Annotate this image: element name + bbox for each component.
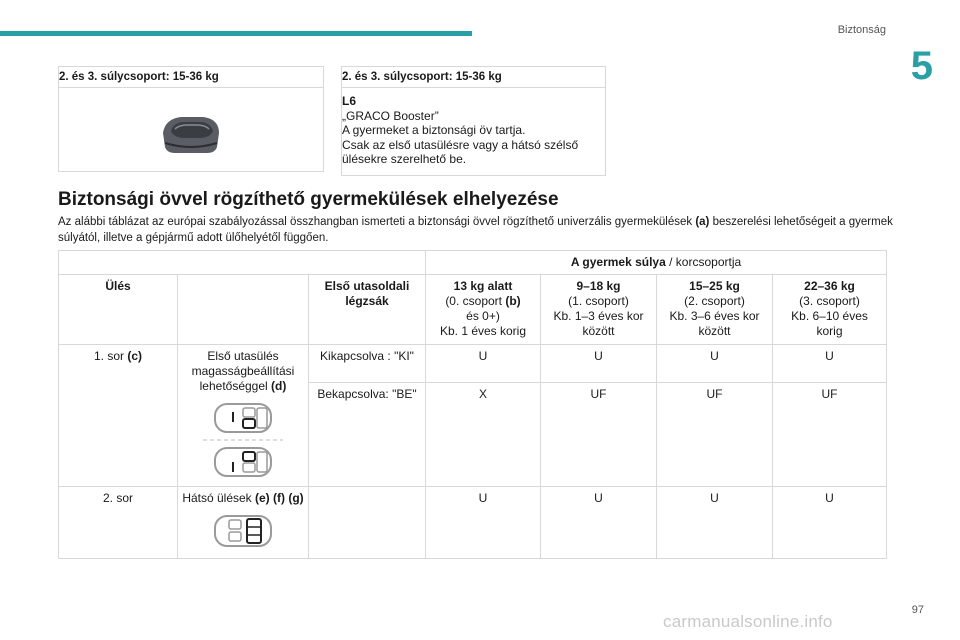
intro-ref: (a) [695,216,710,228]
row2-g1: U [541,487,657,559]
intro-paragraph: Az alábbi táblázat az európai szabályozással összhangban ismerteti a biztonsági övvel rögzíthető univerzális gyermekülések (a) beszerelési lehetőségeit a gyermek súlyától, illetve a gépjármű adott ülőhelyétől függően. [58,216,893,244]
booster-seat-icon [159,107,223,157]
seat-name: „GRACO Booster” [342,108,439,123]
group-0-header: 13 kg alatt (0. csoport (b) és 0+) Kb. 1 éves korig [426,275,541,345]
row2-seat: Hátsó ülések (e) (f) (g) [178,487,309,559]
row1-off-g1: U [541,345,657,383]
col-seat-header: Ülés [59,275,178,345]
row1-on-g0: X [426,383,541,487]
box-left-title: 2. és 3. súlycsoport: 15-36 kg [59,67,323,88]
col-airbag-header: Első utasoldali légzsák [309,275,426,345]
row1-on-g3: UF [773,383,887,487]
blank-header-cell [59,251,426,275]
row1-on-g1: UF [541,383,657,487]
row1-seat: Első utasülés magasságbeállítási lehetőséggel (d) [178,345,309,487]
section-name: Biztonság [837,24,886,36]
header-accent-bar [0,31,472,36]
row2-g0: U [426,487,541,559]
group-3-header: 22–36 kg (3. csoport) Kb. 6–10 éves korig [773,275,887,345]
row1-off-g3: U [773,345,887,383]
blank-seat-desc-header [178,275,309,345]
placement-table [58,250,887,559]
group-1-header: 9–18 kg (1. csoport) Kb. 1–3 éves kor között [541,275,657,345]
section-heading: Biztonsági övvel rögzíthető gyermekülések elhelyezése [58,189,559,210]
chapter-number: 5 [910,44,933,88]
front-seat-car-diagram-icon [203,400,283,480]
row1-off-g2: U [657,345,773,383]
booster-info-box [341,66,606,176]
page-number: 97 [911,604,924,616]
row1-off-g0: U [426,345,541,383]
row2-label: 2. sor [59,487,178,559]
group-2-header: 15–25 kg (2. csoport) Kb. 3–6 éves kor között [657,275,773,345]
seat-desc-1: A gyermeket a biztonsági öv tartja. [342,123,526,137]
seat-desc-2: Csak az első utasülésre vagy a hátsó szélső ülésekre szerelhető be. [342,137,579,166]
airbag-off: Kikapcsolva : "KI" [309,345,426,383]
row1-label: 1. sor (c) [59,345,178,487]
weight-group-header: A gyermek súlya / korcsoportja [426,251,887,275]
rear-seat-car-diagram-icon [203,512,283,552]
row1-on-g2: UF [657,383,773,487]
watermark: carmanualsonline.info [663,612,833,631]
booster-image-box [58,66,324,172]
row2-airbag-blank [309,487,426,559]
row2-g2: U [657,487,773,559]
box-right-title: 2. és 3. súlycsoport: 15-36 kg [342,67,605,88]
airbag-on: Bekapcsolva: "BE" [309,383,426,487]
seat-code: L6 [342,94,357,108]
row2-g3: U [773,487,887,559]
